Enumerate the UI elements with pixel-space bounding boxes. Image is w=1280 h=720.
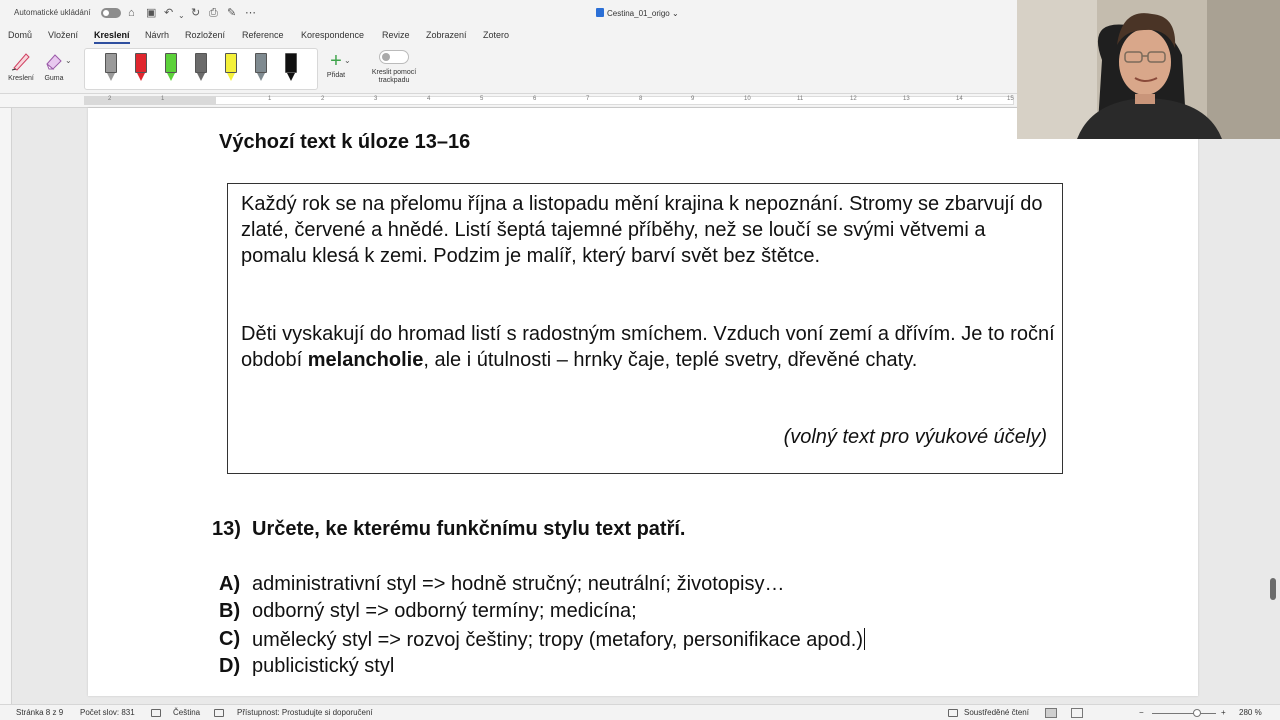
autosave-toggle[interactable] — [101, 8, 121, 18]
pen-tip — [227, 73, 235, 81]
pen-body — [105, 53, 117, 73]
undo-icon[interactable]: ↶ — [164, 7, 174, 19]
eraser-icon — [43, 50, 65, 72]
pen-body — [195, 53, 207, 73]
ruler-number: 4 — [427, 96, 431, 102]
save-icon[interactable]: ▣ — [146, 7, 157, 19]
ruler-number: 14 — [956, 96, 963, 102]
zoom-slider[interactable] — [1152, 713, 1216, 714]
ruler-number: 7 — [586, 96, 590, 102]
option-b-text[interactable]: odborný styl => odborný termíny; medicína; — [252, 600, 637, 622]
print-icon[interactable]: ⎙ — [209, 7, 218, 19]
pen-gray[interactable] — [105, 53, 117, 83]
pen-tip — [257, 73, 265, 81]
source-text-box[interactable] — [227, 183, 1063, 474]
tab-references[interactable]: Reference — [242, 30, 284, 40]
tab-view[interactable]: Zobrazení — [426, 30, 467, 40]
proofing-icon[interactable] — [151, 709, 161, 717]
language-indicator[interactable]: Čeština — [173, 708, 201, 717]
option-c-line[interactable] — [252, 628, 865, 652]
tab-mailings[interactable]: Korespondence — [301, 30, 365, 40]
vertical-scrollbar-thumb[interactable] — [1270, 578, 1276, 600]
section-heading[interactable]: Výchozí text k úloze 13–16 — [219, 131, 471, 153]
plus-icon: + — [330, 50, 342, 72]
ruler-number: 10 — [744, 96, 751, 102]
tab-layout[interactable]: Rozložení — [185, 30, 226, 40]
pen-slate[interactable] — [255, 53, 267, 83]
redo-icon[interactable]: ↻ — [191, 7, 201, 19]
option-c-letter[interactable]: C) — [219, 628, 241, 650]
source-note[interactable]: (volný text pro výukové účely) — [783, 426, 1047, 448]
pen-black[interactable] — [285, 53, 297, 83]
add-pen-button[interactable]: + Přidat — [322, 50, 350, 79]
pen-body — [135, 53, 147, 73]
ruler-track — [84, 96, 1014, 105]
document-file-icon — [596, 8, 604, 17]
add-dropdown-icon[interactable]: ⌄ — [344, 56, 351, 65]
paragraph-autumn[interactable]: Každý rok se na přelomu října a listopadu mění krajina k nepoznání. Stromy se zbarvují do zlaté, červené a hnědé. Listí šeptá tajemné příběhy, než se loučí se svými větvemi a pomalu klesá k zemi. Podzim je malíř, který barví svět bez štětce. — [241, 193, 1043, 267]
trackpad-toggle-switch[interactable] — [379, 50, 409, 64]
autosave-label: Automatické ukládání — [14, 8, 91, 17]
page-indicator[interactable]: Stránka 8 z 9 — [16, 708, 64, 717]
bold-word: melancholie — [307, 349, 424, 371]
accessibility-status[interactable]: Přístupnost: Prostudujte si doporučení — [237, 708, 373, 717]
ruler-number: 5 — [480, 96, 484, 102]
tab-home[interactable]: Domů — [8, 30, 33, 40]
pen-tip — [137, 73, 145, 81]
track-changes-icon[interactable] — [214, 709, 224, 717]
print-layout-view-icon[interactable] — [1045, 708, 1057, 718]
zoom-slider-handle[interactable] — [1193, 709, 1201, 717]
document-title[interactable]: Cestina_01_origo ⌄ — [596, 8, 679, 18]
pen-body — [225, 53, 237, 73]
ruler-number: 1 — [268, 96, 272, 102]
paragraph-children[interactable]: Děti vyskakují do hromad listí s radostným smíchem. Vzduch voní zemí a dřívím. Je to roční období melancholie, ale i útulnosti – hrnky čaje, teplé svetry, dřevěné chaty. — [241, 323, 1055, 371]
word-count[interactable]: Počet slov: 831 — [80, 708, 135, 717]
ruler-number: 1 — [161, 96, 165, 102]
tab-design[interactable]: Návrh — [145, 30, 170, 40]
pen-body — [285, 53, 297, 73]
zoom-out-icon[interactable]: − — [1139, 708, 1144, 717]
ruler-number: 9 — [691, 96, 695, 102]
ruler-left-margin — [84, 96, 216, 105]
tab-insert[interactable]: Vložení — [48, 30, 79, 40]
ruler-number: 15 — [1007, 96, 1014, 102]
option-d-text[interactable]: publicistický styl — [252, 655, 395, 677]
ruler-number: 8 — [639, 96, 643, 102]
zoom-level[interactable]: 280 % — [1239, 708, 1262, 717]
vertical-ruler[interactable] — [0, 108, 12, 704]
ruler-number: 12 — [850, 96, 857, 102]
text-cursor — [864, 628, 865, 650]
eraser-dropdown-icon[interactable]: ⌄ — [65, 56, 72, 65]
focus-icon[interactable] — [948, 709, 958, 717]
ruler-number: 11 — [797, 96, 804, 102]
draw-icon — [10, 50, 32, 72]
pen-body — [255, 53, 267, 73]
tab-draw[interactable]: Kreslení — [94, 30, 130, 40]
pen-red[interactable] — [135, 53, 147, 83]
eraser-tool[interactable]: Guma — [36, 50, 72, 82]
focus-mode[interactable]: Soustředěné čtení — [964, 708, 1029, 717]
presenter-video-image — [1017, 0, 1280, 139]
status-bar — [0, 704, 1280, 720]
option-c-text: umělecký styl => rozvoj češtiny; tropy (metafory, personifikace apod.) — [252, 629, 863, 651]
pen-tip — [287, 73, 295, 81]
option-a-text[interactable]: administrativní styl => hodně stručný; neutrální; životopisy… — [252, 573, 785, 595]
web-layout-view-icon[interactable] — [1071, 708, 1083, 718]
option-a-letter[interactable]: A) — [219, 573, 241, 595]
question-text[interactable]: Určete, ke kterému funkčnímu stylu text patří. — [252, 518, 686, 540]
ruler-number: 13 — [903, 96, 910, 102]
option-b-letter[interactable]: B) — [219, 600, 241, 622]
pen-body — [165, 53, 177, 73]
trackpad-draw-toggle[interactable]: Kreslit pomocí trackpadu — [366, 50, 422, 85]
home-icon[interactable]: ⌂ — [128, 7, 135, 19]
ruler-number: 6 — [533, 96, 537, 102]
question-number[interactable]: 13) — [212, 518, 241, 540]
tab-zotero[interactable]: Zotero — [483, 30, 510, 40]
ruler-number: 2 — [108, 96, 112, 102]
pen-gallery — [84, 48, 318, 90]
draw-tool[interactable]: Kreslení — [3, 50, 39, 82]
pen-tip — [197, 73, 205, 81]
tab-review[interactable]: Revize — [382, 30, 410, 40]
zoom-in-icon[interactable]: + — [1221, 708, 1226, 717]
pen-tip — [107, 73, 115, 81]
option-d-letter[interactable]: D) — [219, 655, 241, 677]
webcam-overlay — [1017, 0, 1280, 139]
pen-pencil[interactable] — [195, 53, 207, 83]
pen-green[interactable] — [165, 53, 177, 83]
highlighter-yellow[interactable] — [225, 53, 237, 83]
undo-dropdown-icon[interactable]: ⌄ — [178, 11, 185, 20]
ruler-number: 2 — [321, 96, 325, 102]
ruler-number: 3 — [374, 96, 378, 102]
more-icon[interactable]: ⋯ — [245, 7, 256, 19]
pen-icon[interactable]: ✎ — [227, 7, 237, 19]
pen-tip — [167, 73, 175, 81]
